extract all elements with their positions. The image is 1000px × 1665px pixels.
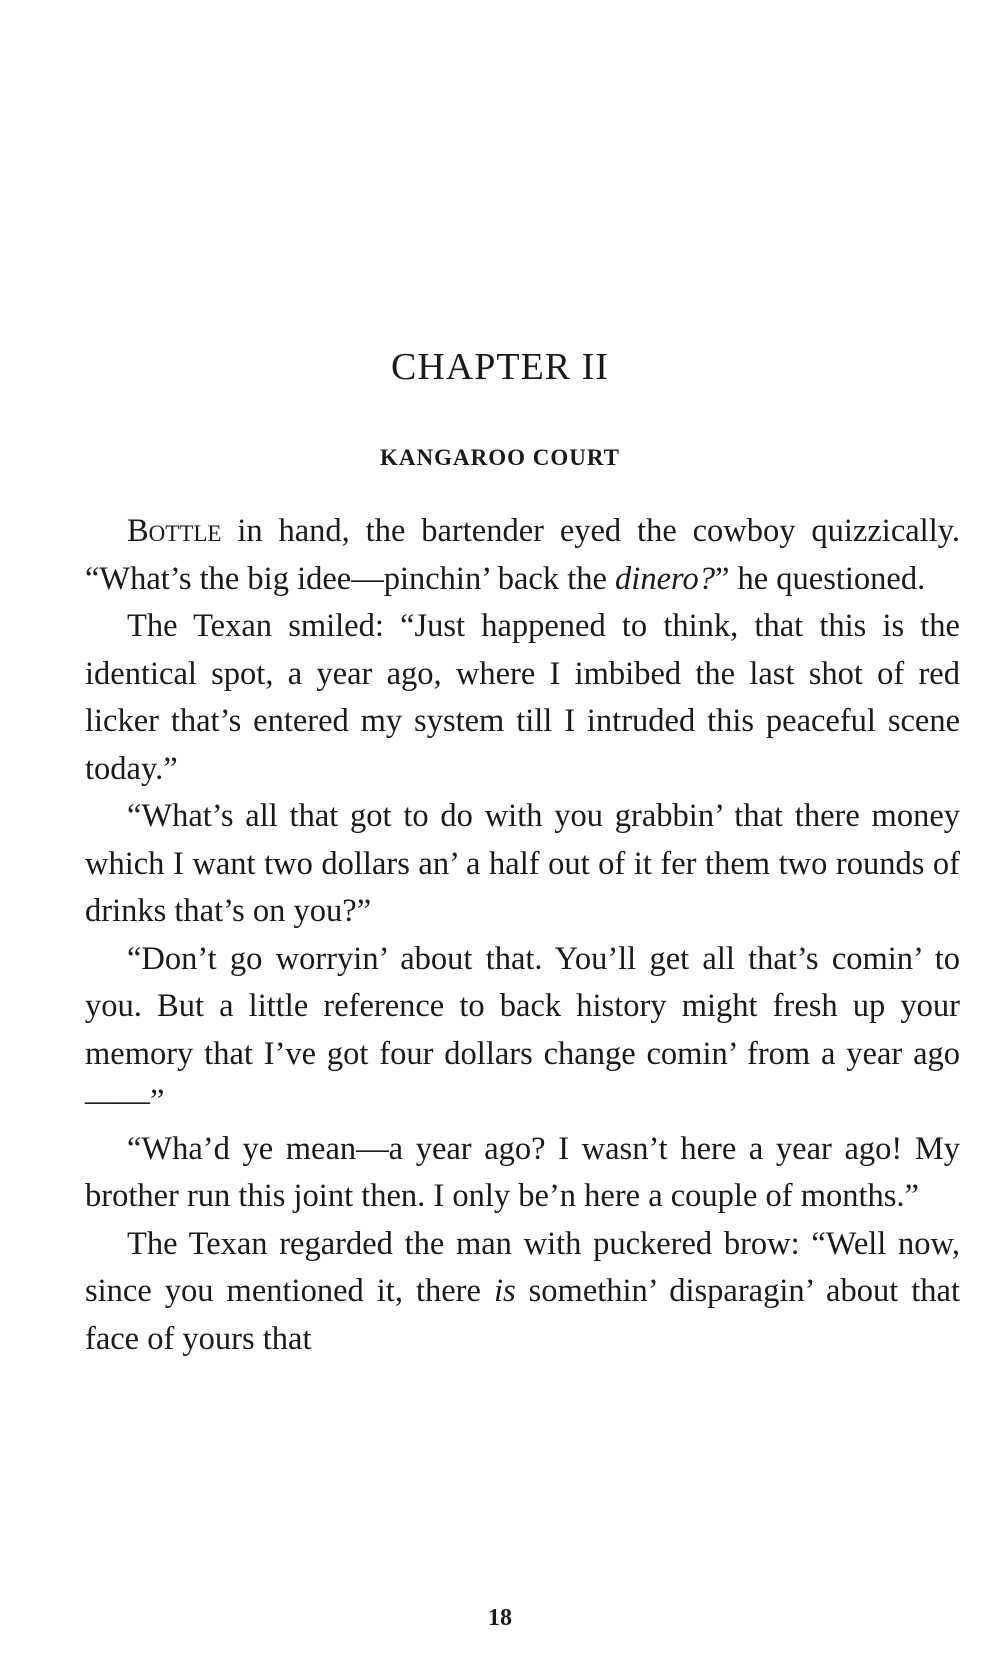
chapter-title: KANGAROO COURT xyxy=(379,445,620,470)
paragraph: “What’s all that got to do with you grabbin’ that there money which I want two dollars an’ a half out of it fer them two rounds of drinks that’s on you?” xyxy=(85,798,960,929)
paragraph-text: The Texan regarded the man with puckered brow: “Well now, since you mentioned it, there xyxy=(85,1225,960,1309)
italic-word: dinero? xyxy=(615,560,715,597)
paragraph-text: ” he questioned. xyxy=(714,560,926,597)
paragraph xyxy=(85,508,960,603)
page-number: 18 xyxy=(488,1605,512,1631)
paragraph-text: in hand, the bartender eyed the cowboy quizzically. “What’s the big idee—pinchin’ back the xyxy=(85,513,960,597)
chapter-body xyxy=(85,508,960,1363)
paragraph xyxy=(85,1221,960,1364)
paragraph-text: somethin’ disparagin’ about that face of yours that xyxy=(85,1273,960,1357)
paragraph: “Wha’d ye mean—a year ago? I wasn’t here a year ago! My brother run this joint then. I only be’n here a couple of months.” xyxy=(85,1130,960,1214)
opening-word: Bottle xyxy=(127,513,222,549)
chapter-number: CHAPTER II xyxy=(391,346,609,388)
paragraph: “Don’t go worryin’ about that. You’ll get all that’s comin’ to you. But a little reference to back history might fresh up your memory that I’ve got four dollars change comin’ from a year ago——” xyxy=(85,940,960,1119)
paragraph: The Texan smiled: “Just happened to think, that this is the identical spot, a year ago, where I imbibed the last shot of red licker that’s entered my system till I intruded this peaceful scene today.” xyxy=(85,608,960,787)
italic-word: is xyxy=(493,1273,516,1309)
